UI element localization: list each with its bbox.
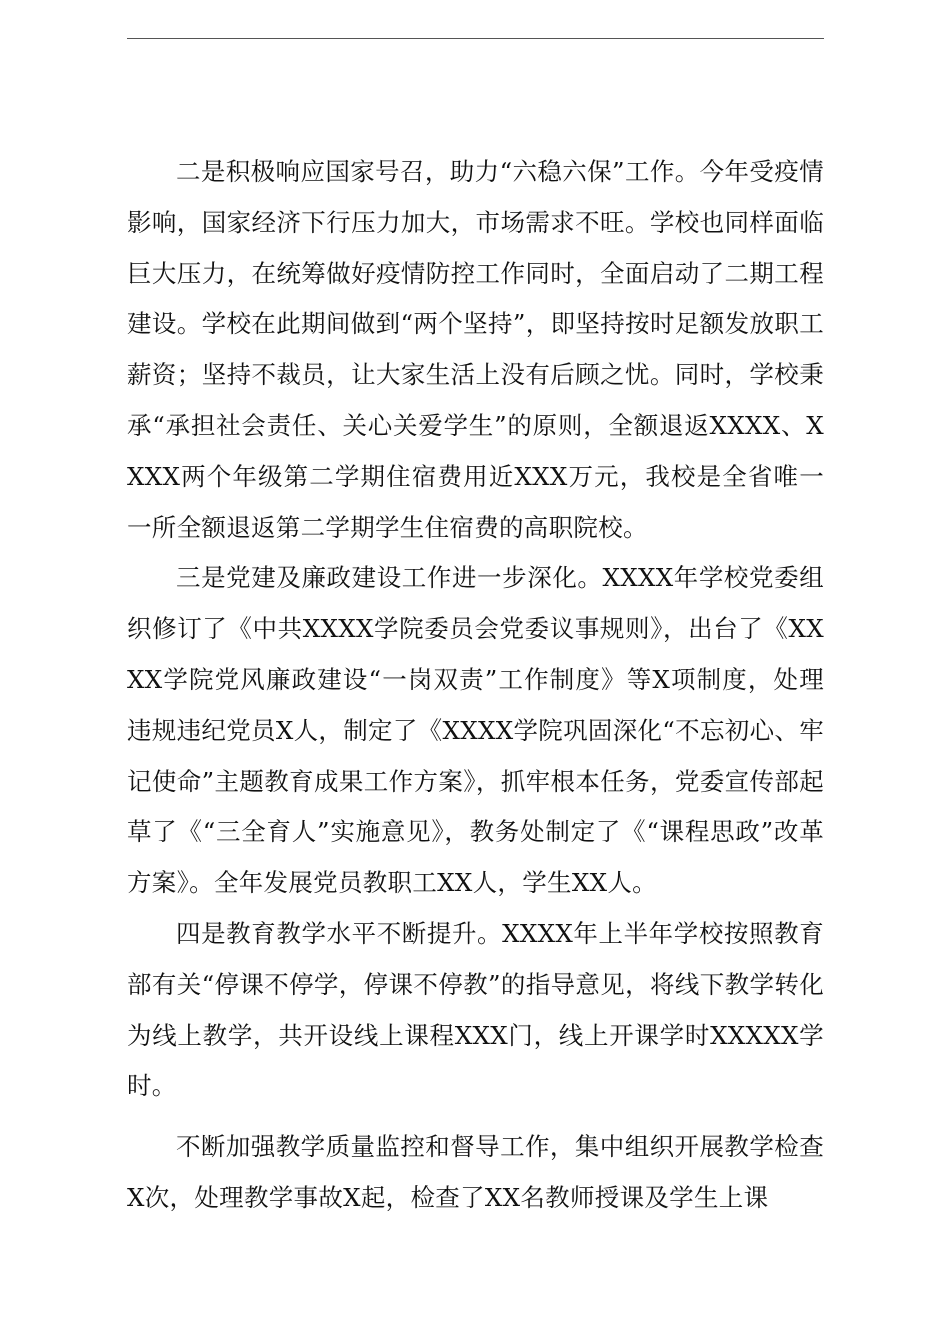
paragraph-party-building: 三是党建及廉政建设工作进一步深化。XXXX年学校党委组织修订了《中共XXXX学院委员会党委议事规则》，出台了《XXXX学院党风廉政建设“一岗双责”工作制度》等X项制度，处理违规违纪党员X人，制定了《XXXX学院巩固深化“不忘初心、牢记使命”主题教育成果工作方案》，抓牢根本任务，党委宣传部起草了《“三全育人”实施意见》，教务处制定了《“课程思政”改革方案》。全年发展党员教职工XX人，学生XX人。 bbox=[127, 563, 824, 898]
paragraph-teaching-supervision: 不断加强教学质量监控和督导工作，集中组织开展教学检查X次，处理教学事故X起，检查了XX名教师授课及学生上课 bbox=[127, 1132, 824, 1212]
paragraph-stabilize-employment: 二是积极响应国家号召，助力“六稳六保”工作。今年受疫情影响，国家经济下行压力加大，市场需求不旺。学校也同样面临巨大压力，在统筹做好疫情防控工作同时，全面启动了二期工程建设。学校在此期间做到“两个坚持”，即坚持按时足额发放职工薪资；坚持不裁员，让大家生活上没有后顾之忧。同时，学校秉承“承担社会责任、关心关爱学生”的原则，全额退返XXXX、XXXX两个年级第二学期住宿费用近XXX万元，我校是全省唯一一所全额退返第二学期学生住宿费的高职院校。 bbox=[127, 157, 824, 542]
header-rule bbox=[127, 38, 824, 39]
paragraph-teaching-quality: 四是教育教学水平不断提升。XXXX年上半年学校按照教育部有关“停课不停学，停课不停教”的指导意见，将线下教学转化为线上教学，共开设线上课程XXX门，线上开课学时XXXXX学时。 bbox=[127, 918, 824, 1101]
document-body bbox=[127, 147, 824, 1224]
